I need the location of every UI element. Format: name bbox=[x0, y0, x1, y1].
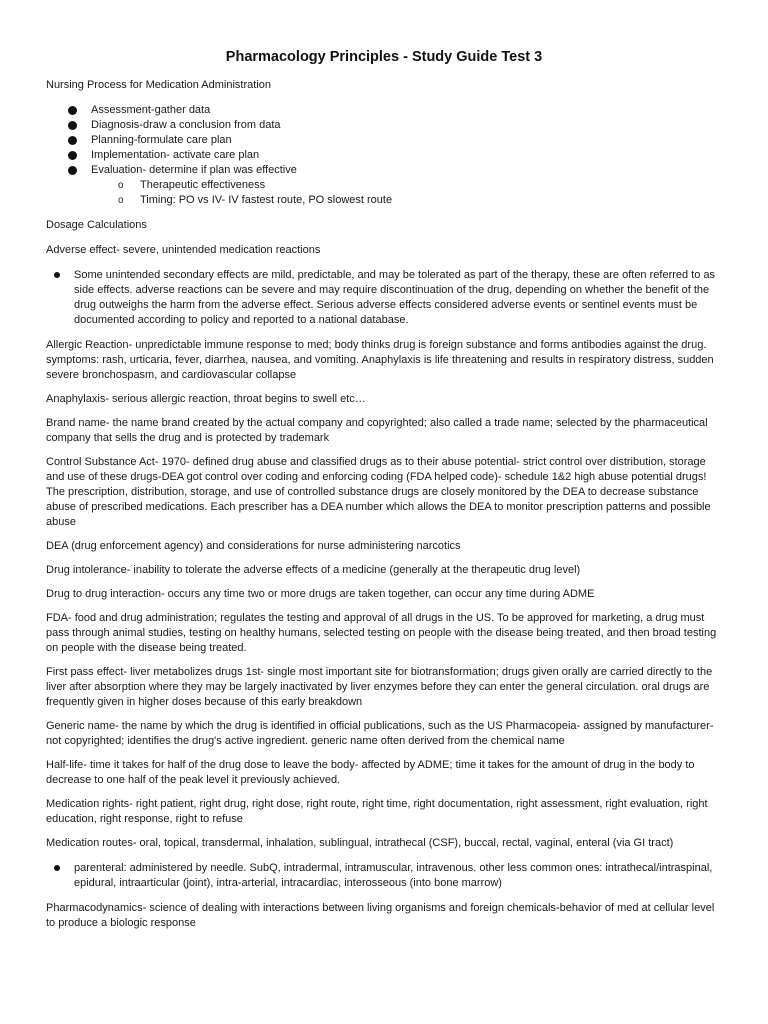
bullet-icon bbox=[68, 166, 77, 175]
generic-name-paragraph: Generic name- the name by which the drug is identified in official publications, such as the US Pharmacopeia- assigned by manufacturer-not copyrighted; identifies the drug's active ingredient. generic name often derived from the chemical name bbox=[46, 720, 714, 747]
fda-paragraph: FDA- food and drug administration; regulates the testing and approval of all drugs in the US. To be approved for marketing, a drug must pass through animal studies, testing on healthy humans, selected testing on people with the disease being treated, and then broad testing on people with the disease being treated. bbox=[46, 612, 717, 654]
bullet-icon bbox=[68, 121, 77, 130]
evaluation-sublist bbox=[91, 178, 722, 208]
brand-name-paragraph: Brand name- the name brand created by the actual company and copyrighted; also called a trade name; selected by the pharmaceutical company that sells the drug and is protected by trademark bbox=[46, 417, 708, 444]
pharmacodynamics-paragraph: Pharmacodynamics- science of dealing with interactions between living organisms and foreign chemicals-behavior of med at cellular level to produce a biologic response bbox=[46, 902, 715, 929]
dosage-calculations-heading: Dosage Calculations bbox=[46, 219, 147, 231]
bullet-icon bbox=[54, 272, 60, 278]
sub-list-item: o Therapeutic effectiveness bbox=[118, 179, 266, 191]
medication-routes-paragraph: Medication routes- oral, topical, transdermal, inhalation, sublingual, intrathecal (CSF), buccal, rectal, vaginal, enteral (via GI tract) bbox=[46, 837, 674, 849]
medication-routes-list bbox=[46, 861, 722, 891]
nursing-process-list bbox=[46, 103, 722, 208]
list-item: Implementation- activate care plan bbox=[68, 148, 722, 163]
drug-intolerance-paragraph: Drug intolerance- inability to tolerate the adverse effects of a medicine (generally at the therapeutic drug level) bbox=[46, 564, 581, 576]
list-item: Some unintended secondary effects are mild, predictable, and may be tolerated as part of the therapy, these are often referred to as side effects. adverse reactions can be severe and may require discontinuation of the drug, depending on whether the benefit of the drug outweighs the harm from the adverse effect. Serious adverse effects considered adverse events or sentinel events must be documented according to policy and reported to a national database. bbox=[54, 268, 722, 328]
adverse-effect-list bbox=[46, 268, 722, 328]
bullet-icon bbox=[68, 106, 77, 115]
list-item: Diagnosis-draw a conclusion from data bbox=[68, 118, 722, 133]
page-title: Pharmacology Principles - Study Guide Test 3 bbox=[225, 49, 543, 65]
sub-list-item: o Timing: PO vs IV- IV fastest route, PO slowest route bbox=[118, 194, 393, 206]
bullet-icon bbox=[68, 136, 77, 145]
sub-bullet-icon: o bbox=[118, 180, 124, 191]
bullet-icon bbox=[68, 151, 77, 160]
bullet-icon bbox=[54, 865, 60, 871]
list-item: Planning-formulate care plan bbox=[68, 133, 722, 148]
anaphylaxis-paragraph: Anaphylaxis- serious allergic reaction, throat begins to swell etc… bbox=[46, 393, 366, 405]
allergic-reaction-paragraph: Allergic Reaction- unpredictable immune response to med; body thinks drug is foreign substance and forms antibodies against the drug. symptoms: rash, urticaria, fever, diarrhea, nausea, and vomiting. Anaphylaxis is life threatening and results in respiratory distress, sudden severe bronchospasm, and cardiovascular collapse bbox=[46, 339, 714, 381]
half-life-paragraph: Half-life- time it takes for half of the drug dose to leave the body- affected by ADME; time it takes for the amount of drug in the body to decrease to one half of the peak level it previously achieved. bbox=[46, 759, 695, 786]
adverse-effect-paragraph: Adverse effect- severe, unintended medication reactions bbox=[46, 244, 321, 256]
sub-bullet-icon: o bbox=[118, 195, 124, 206]
first-pass-paragraph: First pass effect- liver metabolizes drugs 1st- single most important site for biotransformation; drugs given orally are carried directly to the liver after absorption where they may be largely inactivated by liver enzymes before they can enter the general circulation. oral drugs are frequently given in higher doses because of this early breakdown bbox=[46, 666, 713, 708]
control-substance-paragraph: Control Substance Act- 1970- defined drug abuse and classified drugs as to their abuse potential- strict control over distribution, storage and use of these drugs-DEA got control over coding and enforcing coding (FDA helped code)- schedule 1&2 high abuse potential drugs! The prescription, distribution, storage, and use of controlled substance drugs are closely monitored by the DEA to decrease substance abuse of prescribed medications. Each prescriber has a DEA number which allows the DEA to monitor prescription patterns and possible abuse bbox=[46, 456, 711, 528]
list-item: Evaluation- determine if plan was effective o Therapeutic effectiveness o Timing: PO vs IV- IV fastest route, PO slowest route bbox=[68, 163, 722, 208]
list-item: Assessment-gather data bbox=[68, 103, 722, 118]
nursing-process-heading: Nursing Process for Medication Administration bbox=[46, 79, 271, 91]
dea-paragraph: DEA (drug enforcement agency) and considerations for nurse administering narcotics bbox=[46, 540, 461, 552]
medication-rights-paragraph: Medication rights- right patient, right drug, right dose, right route, right time, right documentation, right assessment, right evaluation, right education, right response, right to refuse bbox=[46, 798, 708, 825]
list-item: parenteral: administered by needle. SubQ, intradermal, intramuscular, intravenous. other less common ones: intrathecal/intraspinal, epidural, intraarticular (joint), intra-arterial, intracardiac, interosseous (into bone marrow) bbox=[54, 861, 722, 891]
drug-interaction-paragraph: Drug to drug interaction- occurs any time two or more drugs are taken together, can occur any time during ADME bbox=[46, 588, 595, 600]
